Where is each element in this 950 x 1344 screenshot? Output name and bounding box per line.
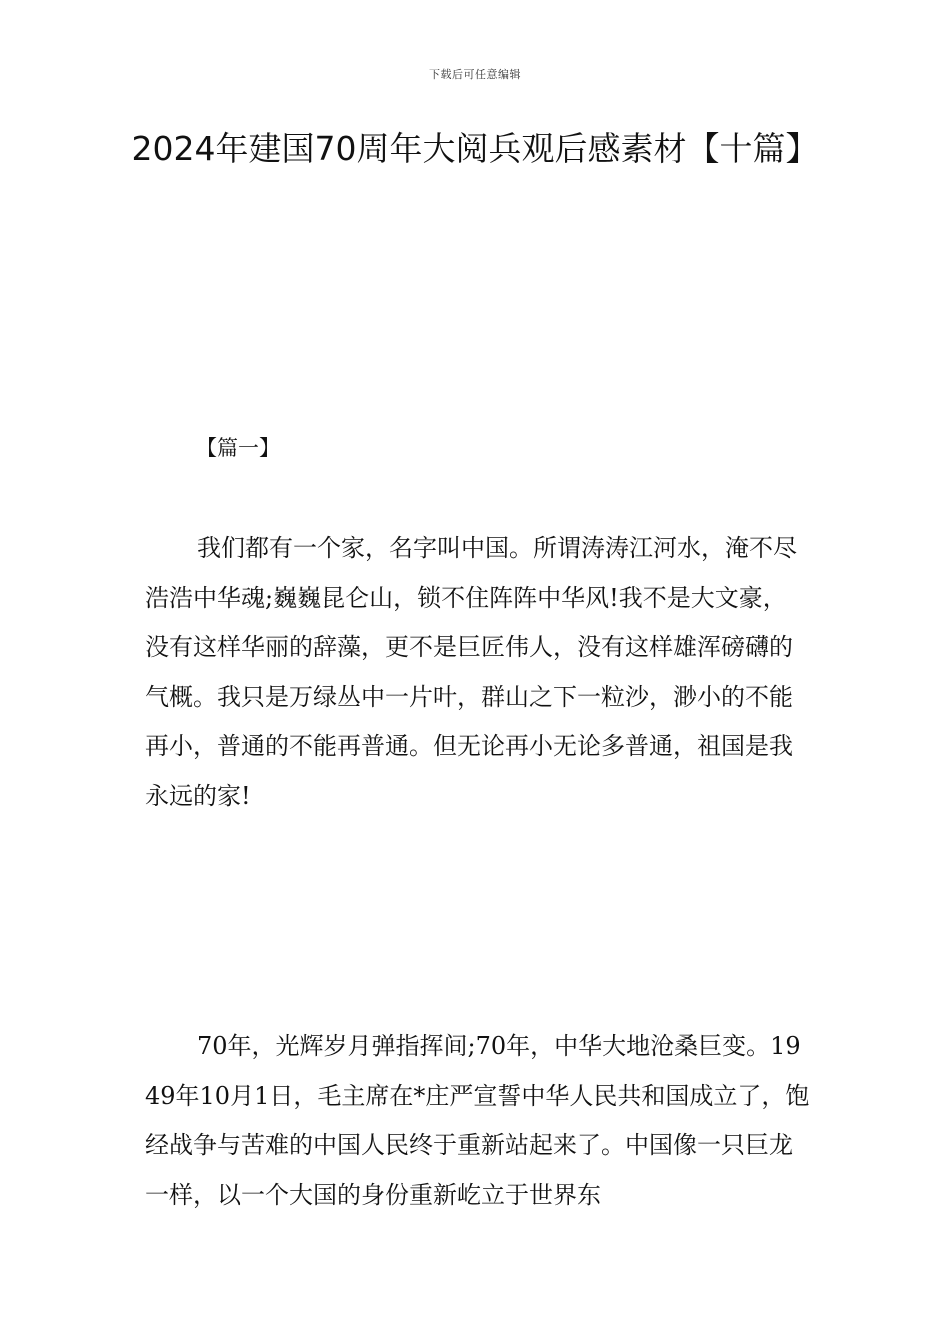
- paragraph: 我们都有一个家，名字叫中国。所谓涛涛江河水，淹不尽浩浩中华魂;巍巍昆仑山，锁不住阵阵中华风!我不是大文豪，没有这样华丽的辞藻，更不是巨匠伟人，没有这样雄浑磅礴的气概。我只是万绿丛中一片叶，群山之下一粒沙，渺小的不能再小，普通的不能再普通。但无论再小无论多普通，祖国是我永远的家!: [145, 534, 797, 810]
- document-title: 2024年建国70周年大阅兵观后感素材【十篇】: [131, 129, 819, 168]
- header-note: 下载后可任意编辑: [429, 68, 521, 81]
- paragraph: 70年，光辉岁月弹指挥间;70年，中华大地沧桑巨变。1949年10月1日，毛主席在*庄严宣誓中华人民共和国成立了，饱经战争与苦难的中国人民终于重新站起来了。中国像一只巨龙一样，以一个大国的身份重新屹立于世界东: [145, 1032, 810, 1209]
- section-heading: 【篇一】: [196, 436, 280, 460]
